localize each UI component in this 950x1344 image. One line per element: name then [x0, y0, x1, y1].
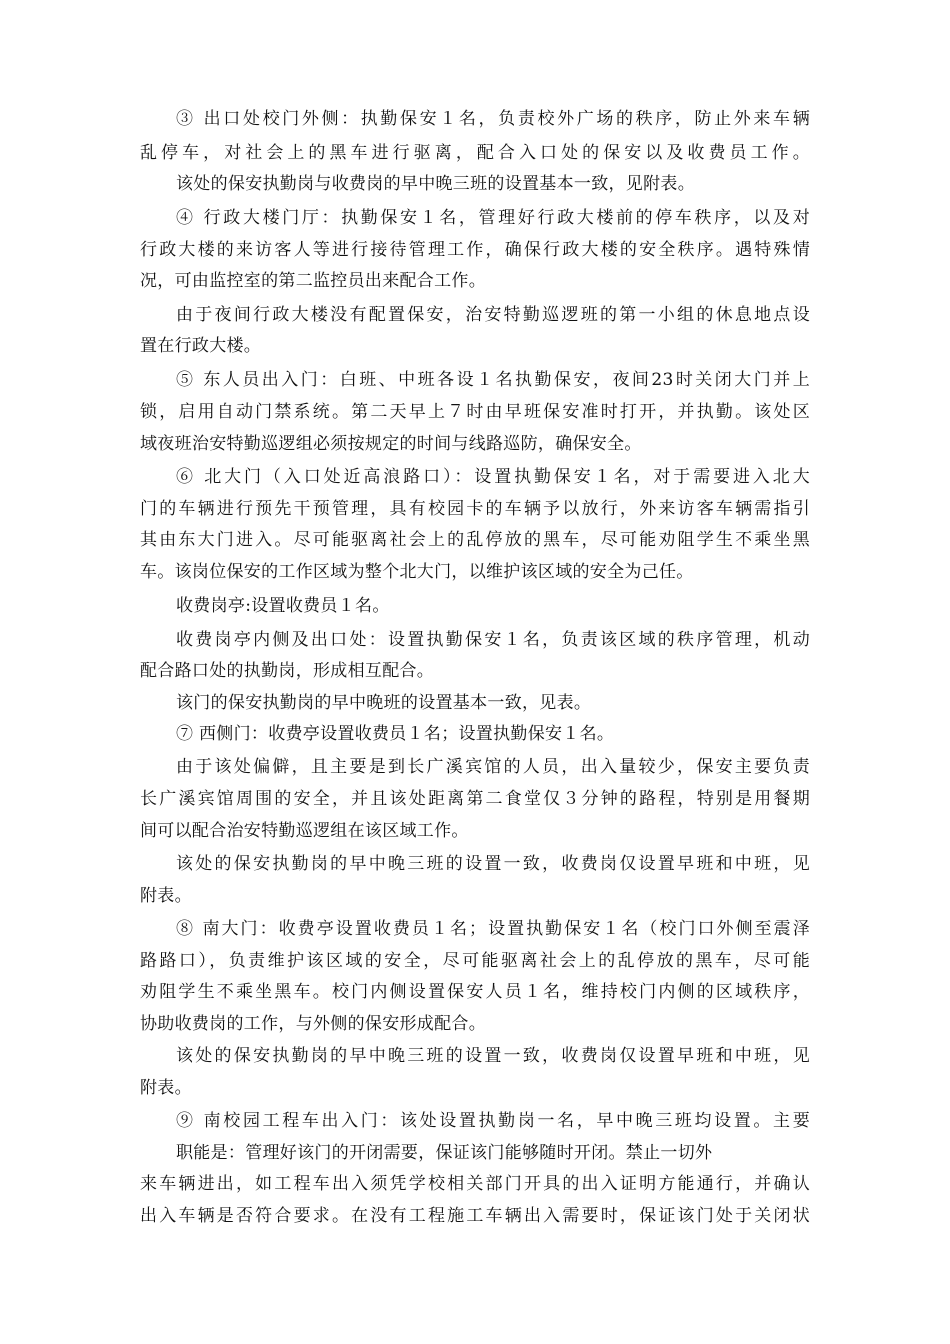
text-line: 况，可由监控室的第二监控员出来配合工作。 — [140, 271, 486, 291]
text-line: 来车辆进出，如工程车出入须凭学校相关部门开具的出入证明方能通行，并确认 — [140, 1174, 810, 1194]
text-line: 置在行政大楼。 — [140, 336, 262, 356]
text-line: 收费岗亭内侧及出口处：设置执勤保安１名，负责该区域的秩序管理，机动 — [176, 630, 810, 650]
text-line: 其由东大门进入。尽可能驱离社会上的乱停放的黑车，尽可能劝阻学生不乘坐黑 — [140, 530, 810, 550]
text-line: 该处的保安执勤岗与收费岗的早中晚三班的设置基本一致，见附表。 — [176, 174, 695, 194]
text-line: 配合路口处的执勤岗，形成相互配合。 — [140, 661, 435, 681]
text-line: 域夜班治安特勤巡逻组必须按规定的时间与线路巡防，确保安全。 — [140, 434, 642, 454]
text-line: 由于该处偏僻，且主要是到长广溪宾馆的人员，出入量较少，保安主要负责 — [176, 757, 810, 777]
text-line: 路路口），负责维护该区域的安全，尽可能驱离社会上的乱停放的黑车，尽可能 — [140, 951, 810, 971]
text-line: 由于夜间行政大楼没有配置保安，治安特勤巡逻班的第一小组的休息地点设 — [176, 305, 810, 325]
text-line: 附表。 — [140, 886, 192, 906]
text-line: 锁，启用自动门禁系统。第二天早上７时由早班保安准时打开，并执勤。该处区 — [140, 402, 810, 422]
text-line: 该处的保安执勤岗的早中晚三班的设置一致，收费岗仅设置早班和中班，见 — [176, 1046, 810, 1066]
text-line: ④ 行政大楼门厅：执勤保安１名，管理好行政大楼前的停车秩序，以及对 — [176, 208, 810, 228]
text-line: 间可以配合治安特勤巡逻组在该区域工作。 — [140, 821, 469, 841]
text-line: ⑥ 北大门（入口处近高浪路口）：设置执勤保安１名，对于需要进入北大 — [176, 467, 810, 487]
text-line: ③ 出口处校门外侧：执勤保安１名，负责校外广场的秩序，防止外来车辆 — [176, 109, 810, 129]
text-line: 附表。 — [140, 1078, 192, 1098]
text-line: ⑤ 东人员出入门：白班、中班各设１名执勤保安，夜间23时关闭大门并上 — [176, 370, 810, 390]
text-line: 行政大楼的来访客人等进行接待管理工作，确保行政大楼的安全秩序。遇特殊情 — [140, 240, 810, 260]
text-line: 乱停车，对社会上的黑车进行驱离，配合入口处的保安以及收费员工作。 — [140, 143, 810, 163]
text-line: ⑦ 西侧门：收费亭设置收费员１名；设置执勤保安１名。 — [176, 724, 615, 744]
text-line: 长广溪宾馆周围的安全，并且该处距离第二食堂仅３分钟的路程，特别是用餐期 — [140, 789, 810, 809]
text-line: ⑨ 南校园工程车出入门：该处设置执勤岗一名，早中晚三班均设置。主要 — [176, 1111, 810, 1131]
text-line: 劝阻学生不乘坐黑车。校门内侧设置保安人员１名，维持校门内侧的区域秩序， — [140, 982, 810, 1002]
text-line: 协助收费岗的工作，与外侧的保安形成配合。 — [140, 1014, 486, 1034]
text-line: 该门的保安执勤岗的早中晚班的设置基本一致，见表。 — [176, 693, 592, 713]
text-line: 车。该岗位保安的工作区域为整个北大门，以维护该区域的安全为己任。 — [140, 562, 694, 582]
text-line: 门的车辆进行预先干预管理，具有校园卡的车辆予以放行，外来访客车辆需指引 — [140, 499, 810, 519]
text-line: 该处的保安执勤岗的早中晚三班的设置一致，收费岗仅设置早班和中班，见 — [176, 854, 810, 874]
text-line: ⑧ 南大门：收费亭设置收费员１名；设置执勤保安１名（校门口外侧至震泽 — [176, 919, 810, 939]
text-line: 出入车辆是否符合要求。在没有工程施工车辆出入需要时，保证该门处于关闭状 — [140, 1206, 810, 1226]
text-line: 职能是：管理好该门的开闭需要，保证该门能够随时开闭。禁止一切外 — [176, 1143, 713, 1163]
text-line: 收费岗亭:设置收费员１名。 — [176, 596, 390, 616]
